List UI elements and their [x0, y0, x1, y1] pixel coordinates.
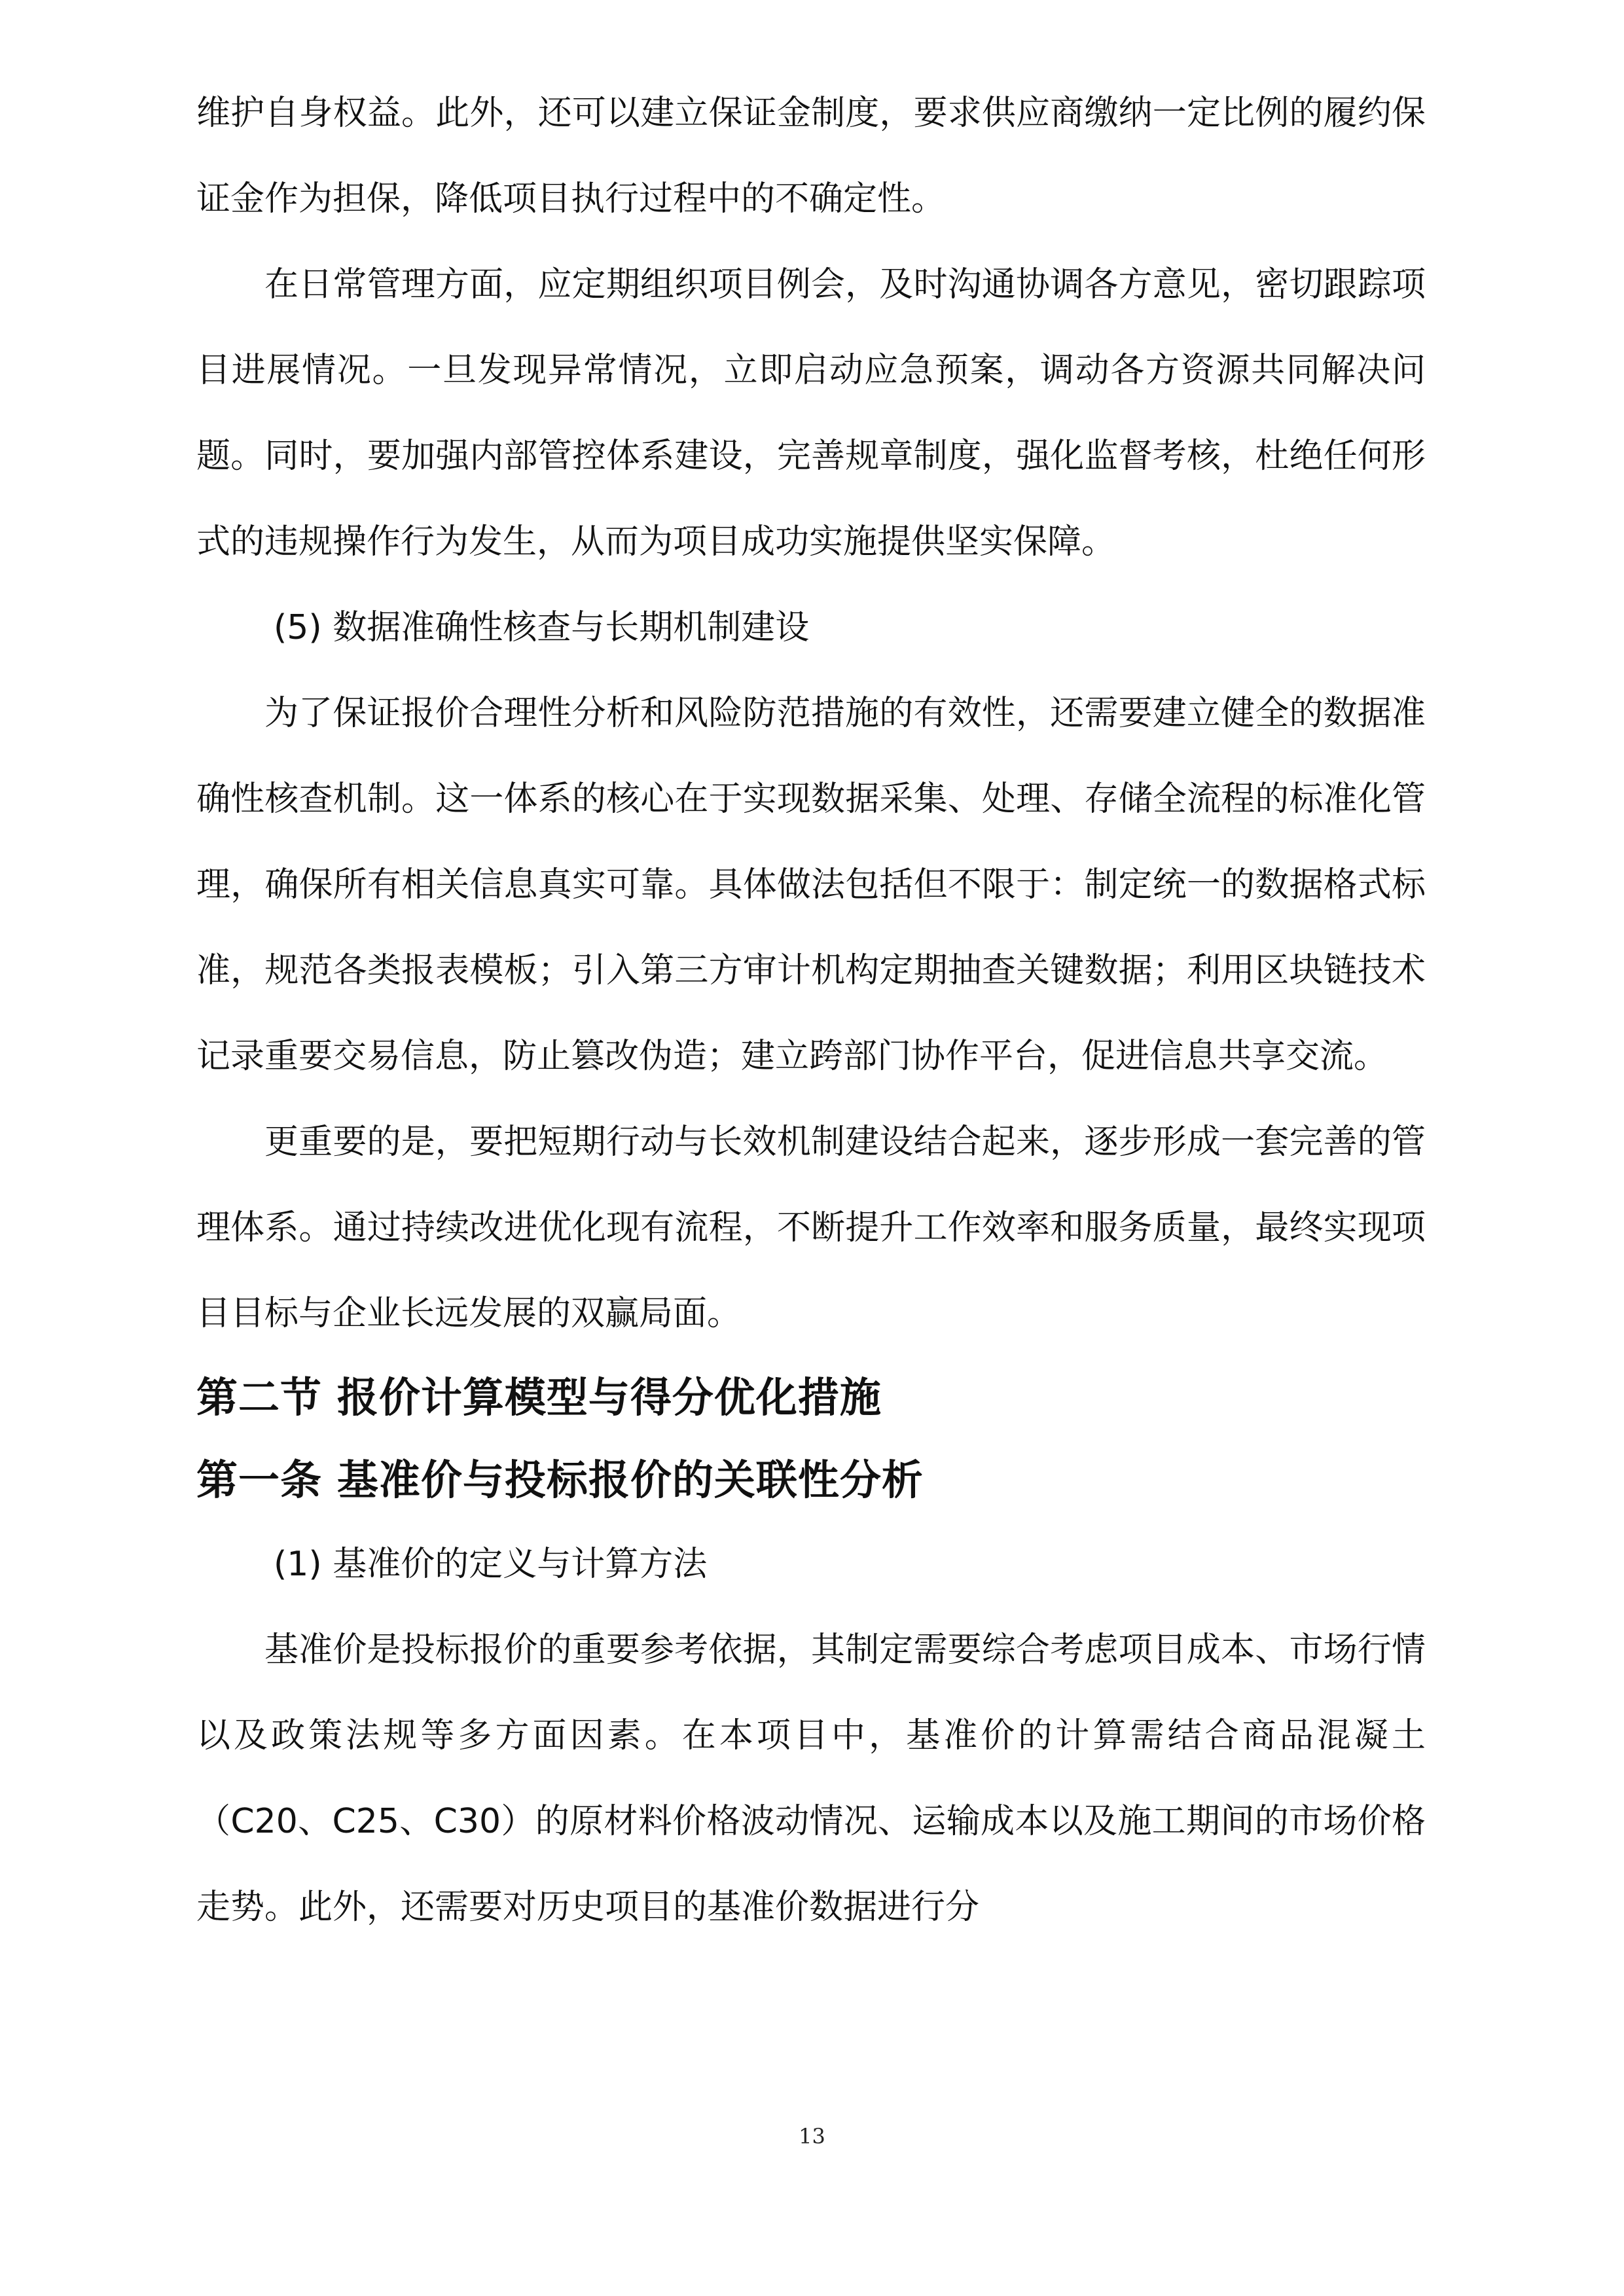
paragraph-guarantee-deposit: 维护自身权益。此外，还可以建立保证金制度，要求供应商缴纳一定比例的履约保证金作为担保，降低项目执行过程中的不确定性。	[196, 94, 1426, 219]
paragraph-daily-management: 在日常管理方面，应定期组织项目例会，及时沟通协调各方意见，密切跟踪项目进展情况。一旦发现异常情况，立即启动应急预案，调动各方资源共同解决问题。同时，要加强内部管控体系建设，完善规章制度，强化监督考核，杜绝任何形式的违规操作行为发生，从而为项目成功实施提供坚实保障。	[196, 265, 1426, 562]
article-heading: 第一条 基准价与投标报价的关联性分析	[196, 1456, 924, 1504]
paragraph-long-term-mechanism: 更重要的是，要把短期行动与长效机制建设结合起来，逐步形成一套完善的管理体系。通过持续改进优化现有流程，不断提升工作效率和服务质量，最终实现项目目标与企业长远发展的双赢局面。	[196, 1122, 1426, 1333]
page-number: 13	[799, 2124, 825, 2149]
paragraph-base-price: 基准价是投标报价的重要参考依据，其制定需要综合考虑项目成本、市场行情以及政策法规等多方面因素。在本项目中，基准价的计算需结合商品混凝土（C20、C25、C30）的原材料价格波动情况、运输成本以及施工期间的市场价格走势。此外，还需要对历史项目的基准价数据进行分	[196, 1630, 1426, 1927]
paragraph-data-verification: 为了保证报价合理性分析和风险防范措施的有效性，还需要建立健全的数据准确性核查机制。这一体系的核心在于实现数据采集、处理、存储全流程的标准化管理，确保所有相关信息真实可靠。具体做法包括但不限于：制定统一的数据格式标准，规范各类报表模板；引入第三方审计机构定期抽查关键数据；利用区块链技术记录重要交易信息，防止篡改伪造；建立跨部门协作平台，促进信息共享交流。	[196, 694, 1426, 1076]
section-heading: 第二节 报价计算模型与得分优化措施	[196, 1374, 882, 1422]
subheading-data-accuracy: (5) 数据准确性核查与长期机制建设	[274, 608, 810, 647]
subheading-base-price-definition: (1) 基准价的定义与计算方法	[274, 1545, 708, 1584]
document-body	[196, 71, 1426, 1950]
